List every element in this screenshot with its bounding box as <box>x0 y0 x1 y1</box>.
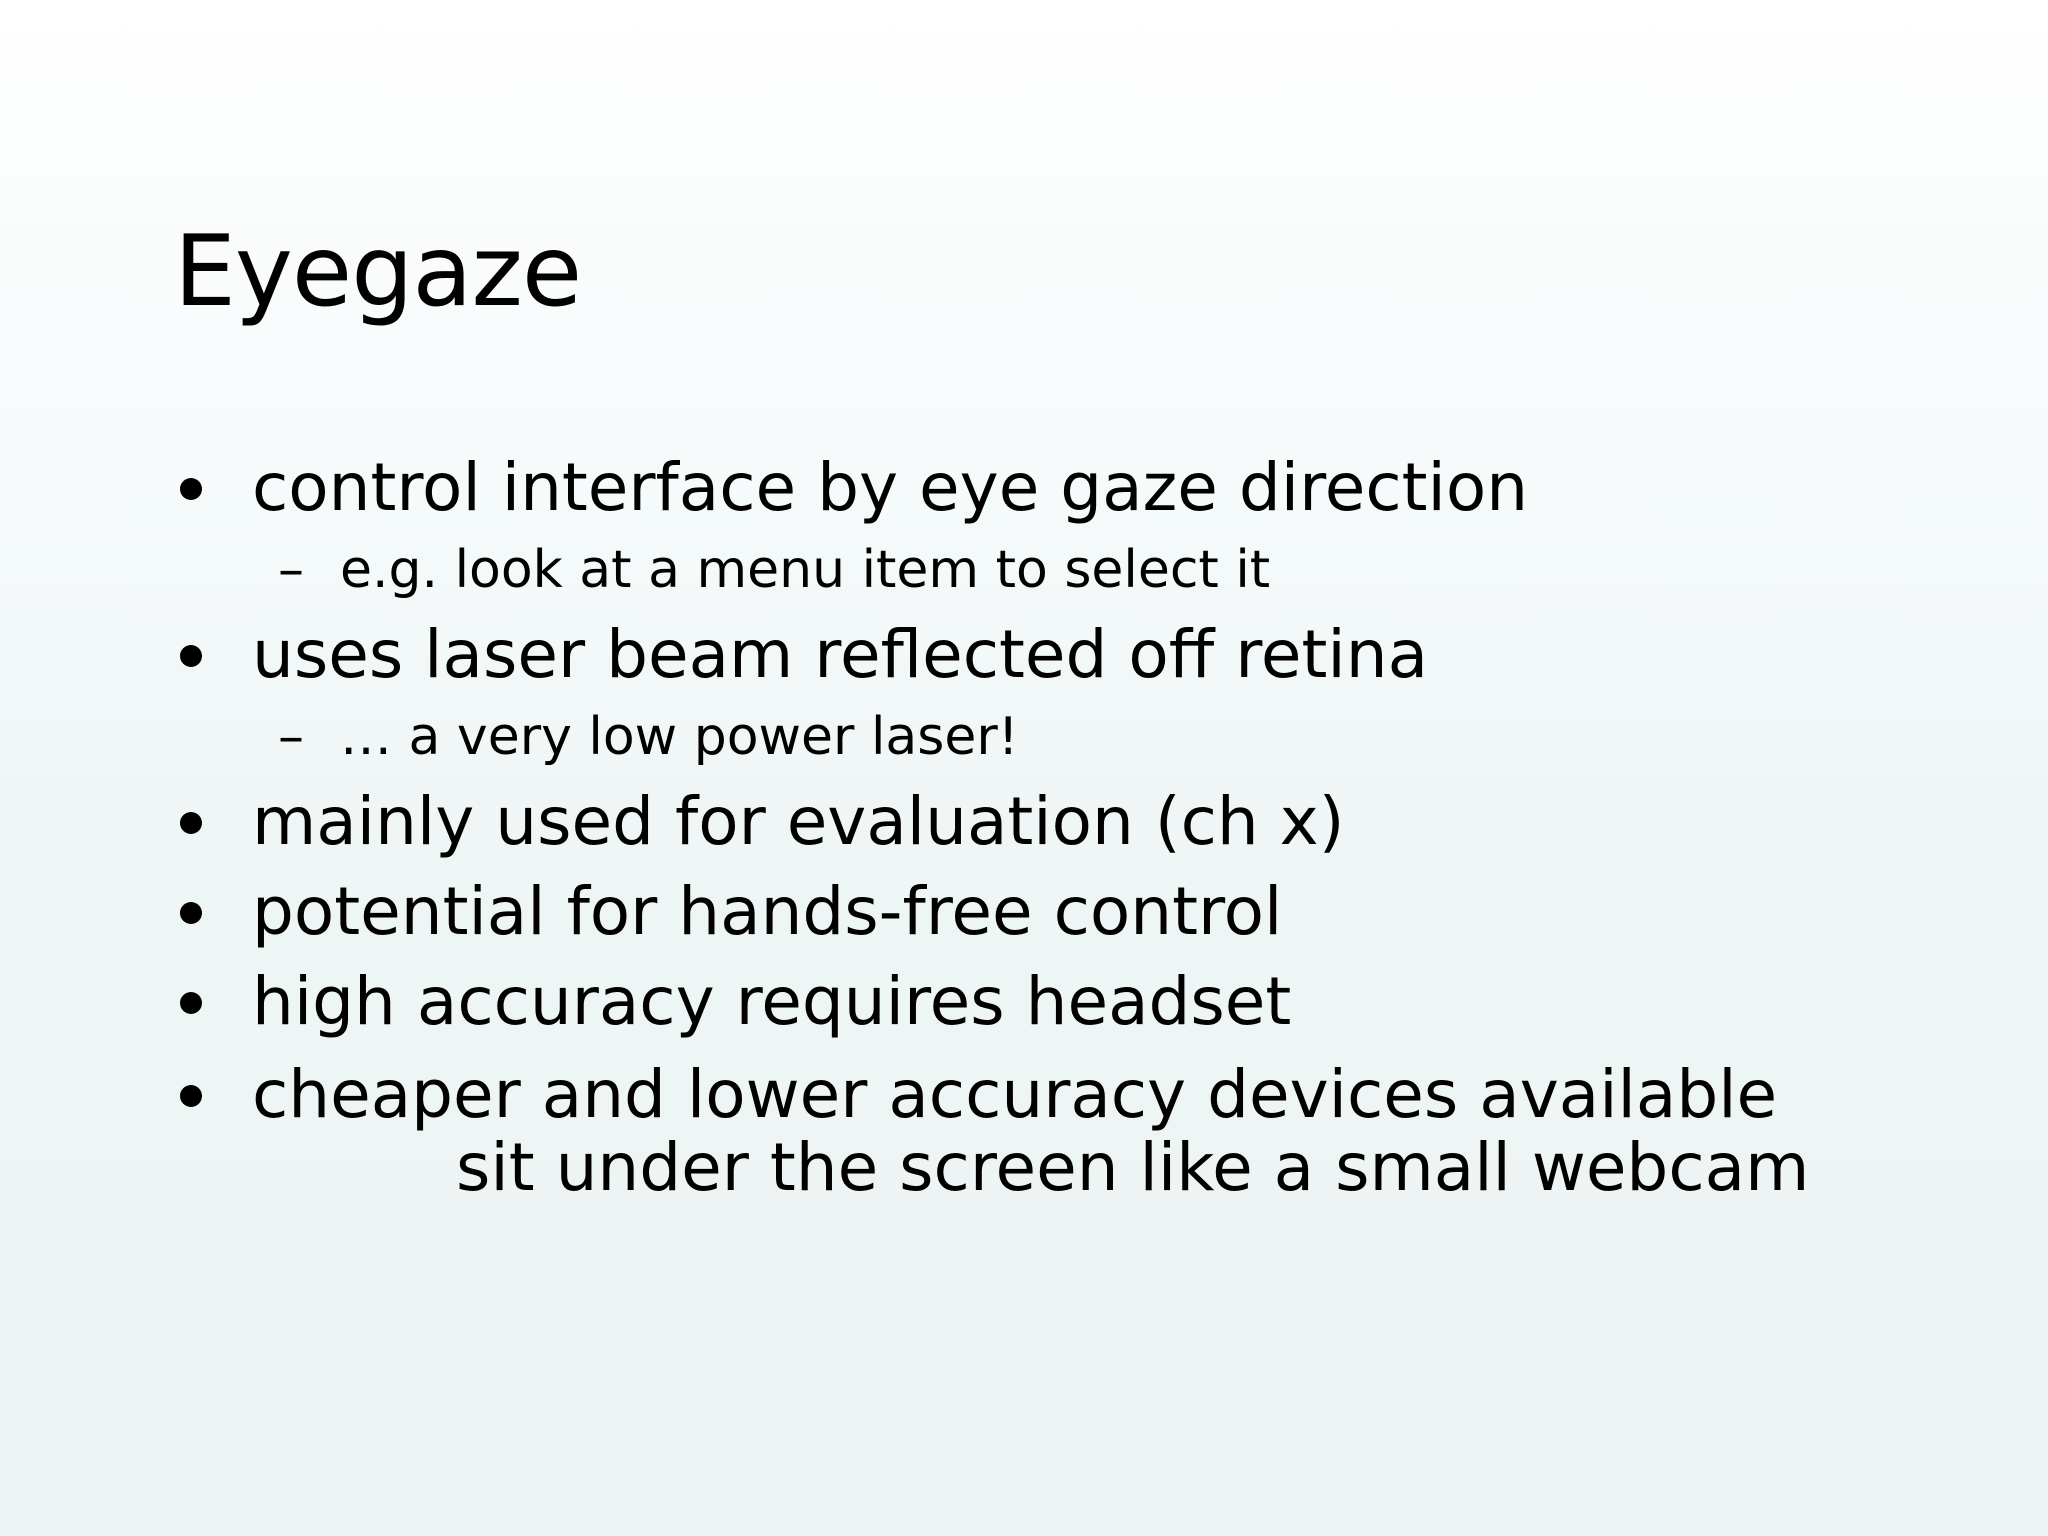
bullet-text: control interface by eye gaze direction <box>252 449 1529 526</box>
bullet-text: mainly used for evaluation (ch x) <box>252 783 1345 860</box>
bullet-text: potential for hands-free control <box>252 873 1283 950</box>
bullet-dot-icon <box>180 992 202 1014</box>
bullet-dot-icon <box>180 1085 202 1107</box>
sub-bullet-dash: – <box>278 540 304 600</box>
bullet-dot-icon <box>180 645 202 667</box>
bullet-dot-icon <box>180 478 202 500</box>
bullet-text: high accuracy requires headset <box>252 963 1292 1040</box>
sub-bullet-dash: – <box>278 707 304 767</box>
bullet-continuation-text: sit under the screen like a small webcam <box>456 1129 1810 1206</box>
bullet-text: uses laser beam reflected off retina <box>252 616 1429 693</box>
slide-title: Eyegaze <box>174 215 582 329</box>
bullet-dot-icon <box>180 812 202 834</box>
bullet-text: cheaper and lower accuracy devices available <box>252 1056 1778 1133</box>
sub-bullet-text: e.g. look at a menu item to select it <box>340 540 1271 600</box>
bullet-dot-icon <box>180 902 202 924</box>
sub-bullet-text: … a very low power laser! <box>340 707 1019 767</box>
